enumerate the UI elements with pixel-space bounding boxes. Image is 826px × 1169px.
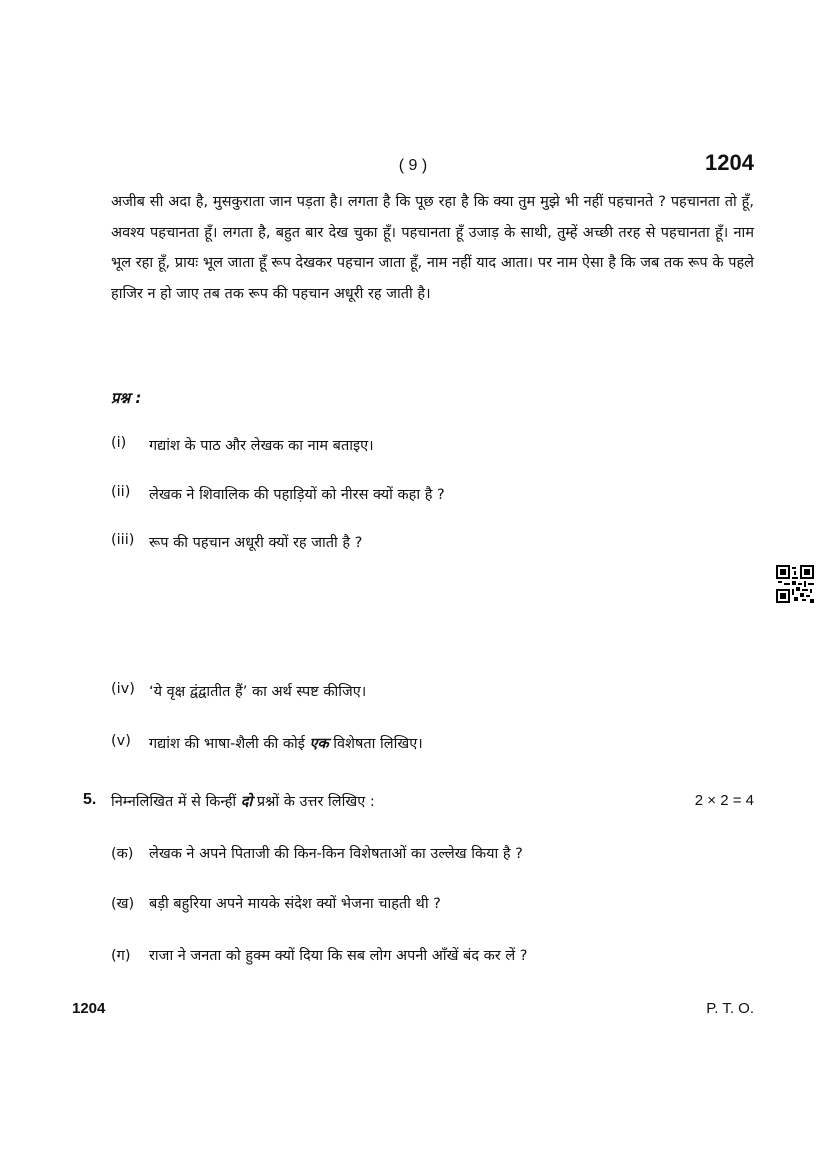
question-text: ‘ये वृक्ष द्वंद्वातीत हैं’ का अर्थ स्पष्ट कीजिए।	[149, 684, 367, 700]
question-number: (iv)	[111, 681, 135, 697]
emphasis-word: एक	[309, 736, 329, 752]
marks-allocation: 2 × 2 = 4	[694, 792, 754, 809]
question-item	[111, 532, 771, 552]
question-text-part: विशेषता लिखिए।	[333, 736, 423, 752]
question-text-part: गद्यांश की भाषा-शैली की कोई	[149, 736, 305, 752]
question-item	[111, 681, 771, 701]
question-item	[111, 733, 771, 753]
question-5-number: 5.	[83, 791, 97, 808]
sub-question-item	[111, 945, 771, 965]
sub-question-number: (ग)	[111, 948, 131, 964]
question-text: लेखक ने शिवालिक की पहाड़ियों को नीरस क्यों कहा है ?	[149, 487, 445, 503]
questions-heading: प्रश्न :	[111, 389, 142, 407]
sub-question-item	[111, 893, 771, 913]
question-number: (ii)	[111, 484, 131, 500]
question-number: (v)	[111, 733, 131, 749]
passage-text: अजीब सी अदा है, मुसकुराता जान पड़ता है। लगता है कि पूछ रहा है कि क्या तुम मुझे भी नहीं पहचानते ? पहचानता तो हूँ, अवश्य पहचानता हूँ। लगता है, बहुत बार देख चुका हूँ। पहचानता हूँ उजाड़ के साथी, तुम्हें अच्छी तरह से पहचानता हूँ। नाम भूल रहा हूँ, प्रायः भूल जाता हूँ रूप देखकर पहचान जाता हूँ, नाम नहीं याद आता। पर नाम ऐसा है कि जब तक रूप के पहले हाजिर न हो जाए तब तक रूप की पहचान अधूरी रह जाती है।	[111, 194, 754, 302]
question-5-instruction	[111, 791, 375, 811]
instruction-part: निम्नलिखित में से किन्हीं	[111, 794, 237, 810]
instruction-part: प्रश्नों के उत्तर लिखिए :	[256, 794, 375, 810]
sub-question-item	[111, 843, 771, 863]
page-number: ( 9 )	[398, 157, 428, 174]
question-number: (i)	[111, 435, 127, 451]
paper-code-footer: 1204	[72, 1000, 106, 1017]
question-text: रूप की पहचान अधूरी क्यों रह जाती है ?	[149, 535, 363, 551]
paper-code-header: 1204	[705, 150, 754, 175]
question-text	[149, 733, 771, 753]
pto-label: P. T. O.	[706, 1000, 754, 1017]
question-item	[111, 435, 771, 455]
qr-code-icon	[776, 565, 814, 603]
sub-question-number: (क)	[111, 846, 134, 862]
sub-question-number: (ख)	[111, 896, 135, 912]
sub-question-text: राजा ने जनता को हुक्म क्यों दिया कि सब लोग अपनी आँखें बंद कर लें ?	[149, 948, 528, 964]
sub-question-text: बड़ी बहुरिया अपने मायके संदेश क्यों भेजना चाहती थी ?	[149, 896, 441, 912]
question-item	[111, 484, 771, 504]
question-number: (iii)	[111, 532, 135, 548]
question-text: गद्यांश के पाठ और लेखक का नाम बताइए।	[149, 438, 374, 454]
sub-question-text: लेखक ने अपने पिताजी की किन-किन विशेषताओं का उल्लेख किया है ?	[149, 846, 523, 862]
emphasis-word: दो	[240, 794, 253, 810]
